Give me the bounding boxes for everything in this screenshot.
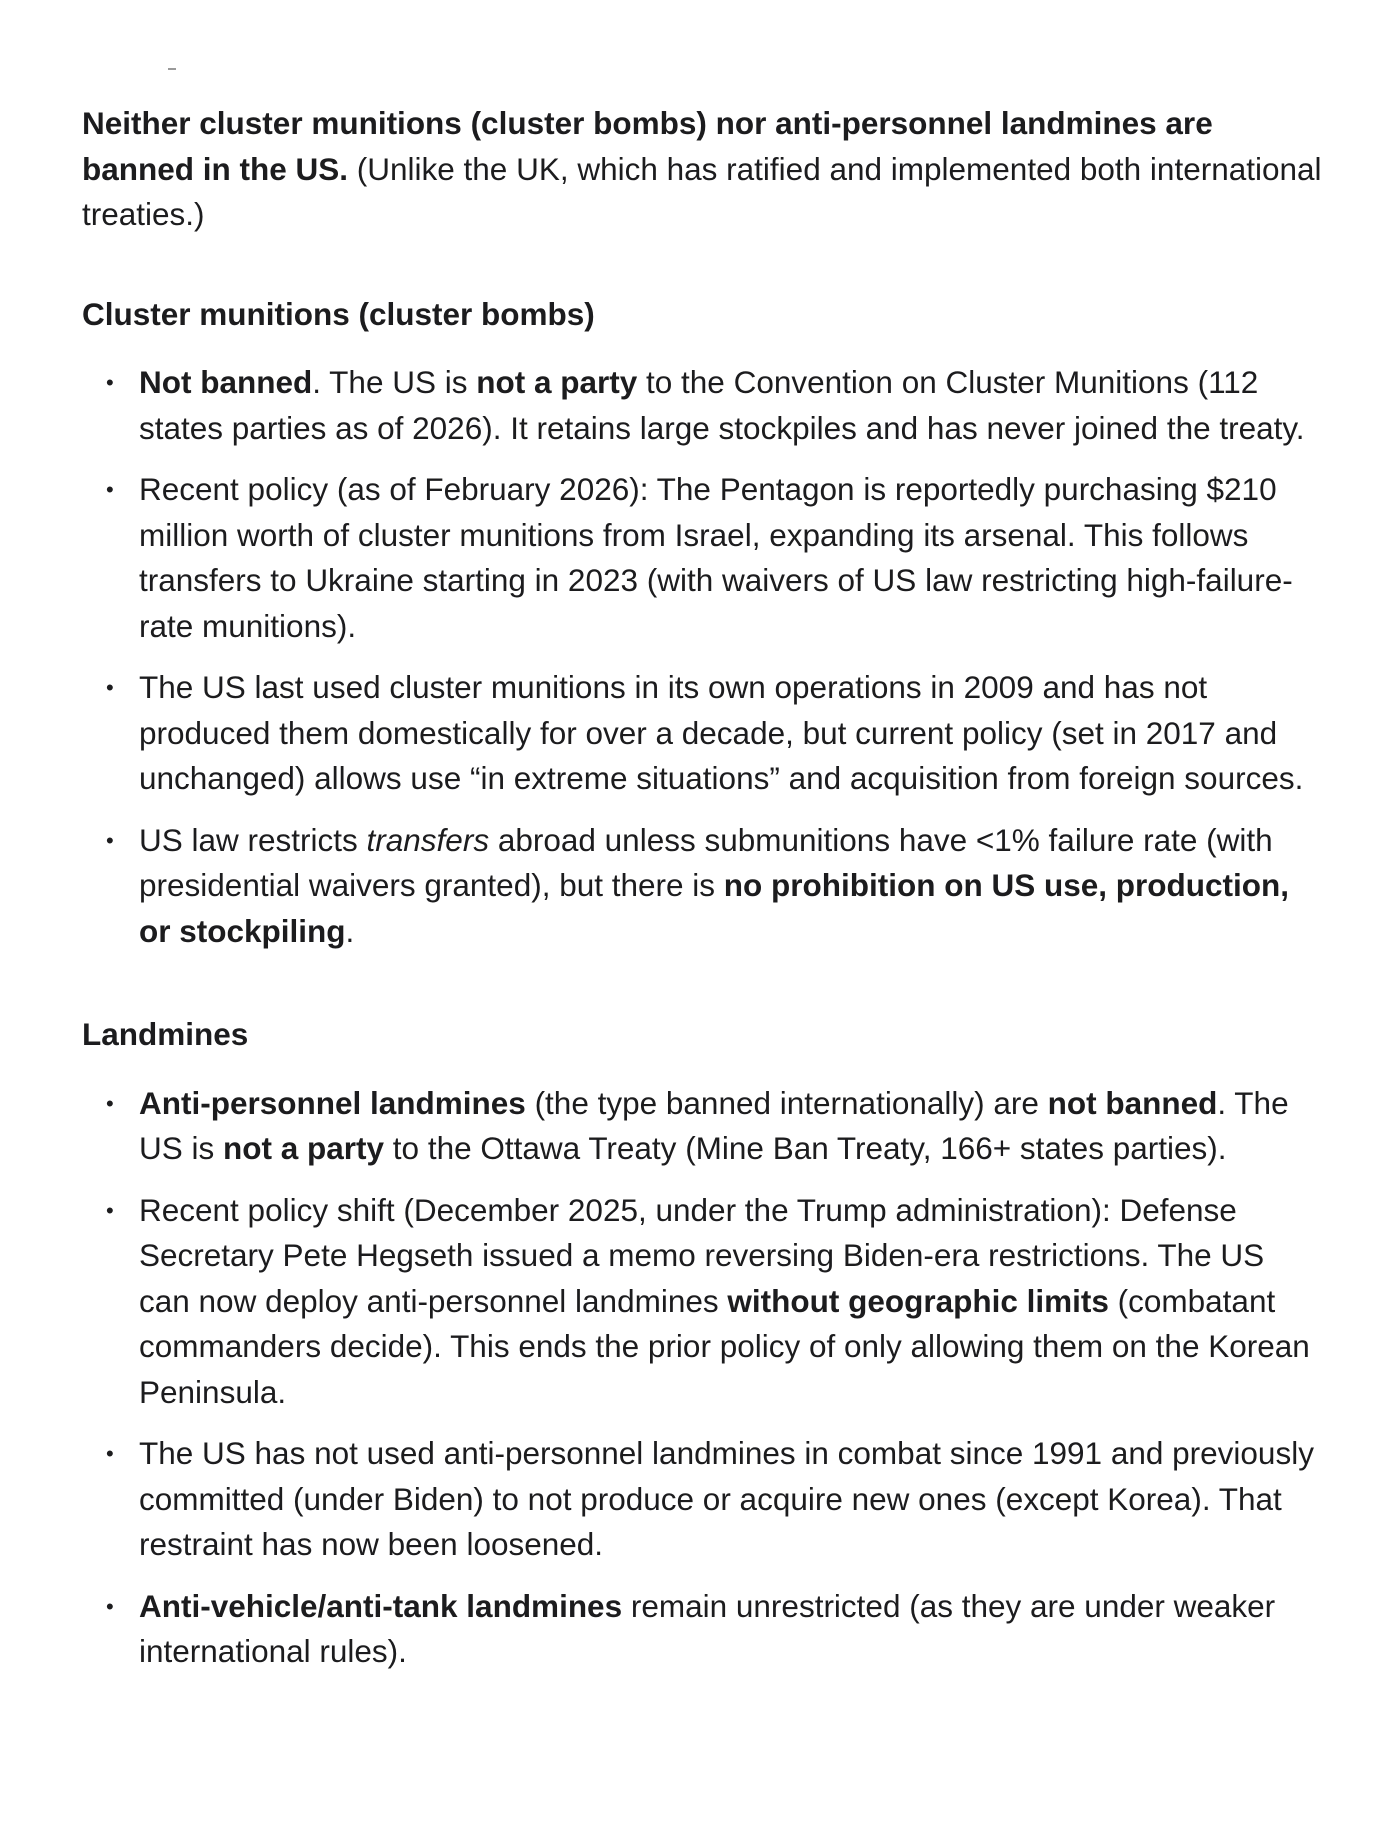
landmines-list — [82, 1081, 1322, 1675]
text: remain unrestricted (as they are under weaker international rules). — [139, 1587, 1276, 1669]
text: The US has not used anti-personnel landmines in combat since 1991 and previously committed (under Biden) to not produce or acquire new ones (except Korea). That restraint has now been loosened. — [139, 1435, 1314, 1562]
bold-text: Not banned — [139, 364, 313, 400]
bold-text: not a party — [223, 1130, 385, 1166]
text: . The US is — [312, 364, 477, 400]
scroll-residue-mark — [168, 68, 176, 70]
text: . The US is — [139, 1084, 1289, 1166]
list-item — [82, 1188, 1322, 1416]
bullet-icon: • — [106, 477, 114, 502]
bullet-icon: • — [106, 675, 114, 700]
bullet-icon: • — [106, 1197, 114, 1223]
cluster-list — [82, 360, 1322, 954]
cluster-heading: Cluster munitions (cluster bombs) — [82, 295, 595, 332]
list-item — [82, 360, 1322, 451]
intro-bold: Neither cluster munitions (cluster bombs) nor anti-personnel landmines are banned in the US. — [82, 105, 1213, 187]
bullet-icon: • — [106, 1090, 114, 1116]
list-item — [82, 467, 1322, 649]
message-content — [82, 101, 1322, 1675]
bullet-icon: • — [106, 370, 114, 395]
list-item — [82, 1584, 1322, 1675]
bold-text: no prohibition on US use, production, or stockpiling — [139, 867, 1289, 949]
text: Recent policy shift (December 2025, under the Trump administration): Defense Secretary Pete Hegseth issued a memo reversing Biden-era restrictions. The US can now deploy anti-personnel landmines — [139, 1191, 1265, 1319]
text: to the Convention on Cluster Munitions (112 states parties as of 2026). It retains large stockpiles and has never joined the treaty. — [139, 364, 1305, 446]
italic-text: transfers — [366, 821, 490, 858]
text: abroad unless submunitions have <1% failure rate (with presidential waivers granted), but there is — [139, 821, 1273, 903]
list-item — [82, 1081, 1322, 1172]
list-item — [82, 818, 1322, 955]
text: US law restricts — [139, 821, 367, 858]
intro-paragraph — [82, 101, 1322, 238]
text: . — [345, 912, 355, 949]
bold-text: not banned — [1047, 1084, 1218, 1121]
bold-text: Anti-vehicle/anti-tank landmines — [139, 1587, 623, 1624]
intro-rest: (Unlike the UK, which has ratified and implemented both international treaties.) — [82, 150, 1322, 232]
bold-text: not a party — [476, 364, 638, 400]
bullet-icon: • — [106, 1441, 114, 1466]
bullet-icon: • — [106, 827, 114, 853]
text: (the type banned internationally) are — [525, 1084, 1048, 1121]
bold-text: without geographic limits — [727, 1282, 1109, 1319]
text: to the Ottawa Treaty (Mine Ban Treaty, 166+ states parties). — [384, 1130, 1227, 1166]
landmines-heading: Landmines — [82, 1016, 249, 1052]
list-item — [82, 1431, 1322, 1568]
text: Recent policy (as of February 2026): The Pentagon is reportedly purchasing $210 million worth of cluster munitions from Israel, expanding its arsenal. This follows transfers to Ukraine starting in 2023 (with waivers of US law restricting high-failure-rate munitions). — [139, 471, 1293, 644]
text: (combatant commanders decide). This ends the prior policy of only allowing them on the Korean Peninsula. — [139, 1282, 1310, 1410]
text: The US last used cluster munitions in its own operations in 2009 and has not produced them domestically for over a decade, but current policy (set in 2017 and unchanged) allows use “in extreme situations” and acquisition from foreign sources. — [139, 669, 1304, 796]
bullet-icon: • — [106, 1593, 114, 1619]
bold-text: Anti-personnel landmines — [139, 1084, 526, 1121]
list-item — [82, 665, 1322, 802]
